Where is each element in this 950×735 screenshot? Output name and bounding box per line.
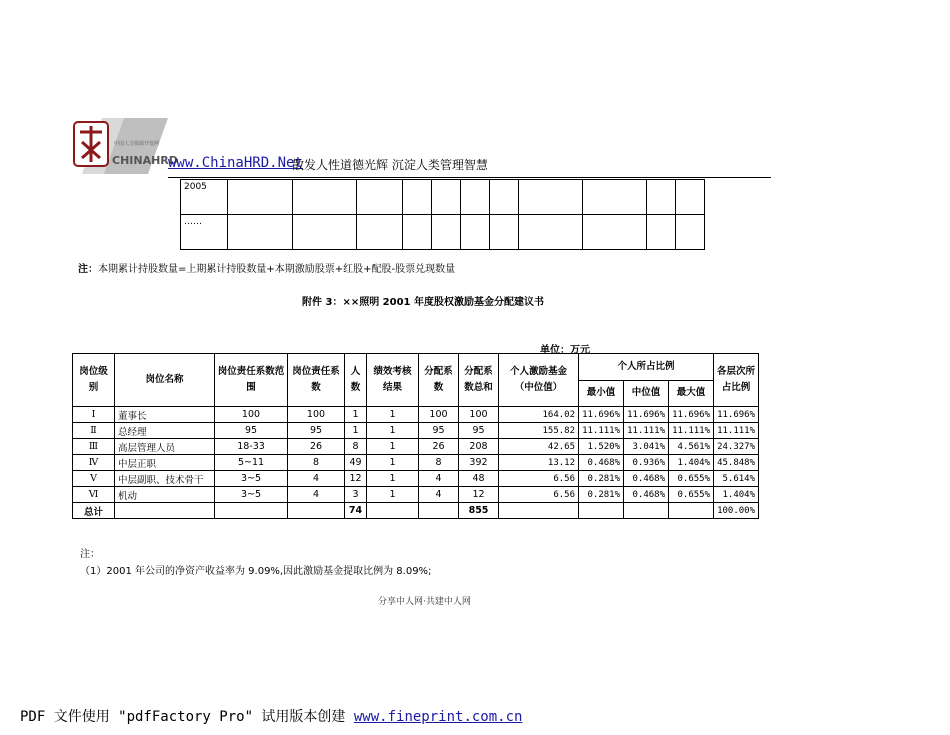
- note-text: 本期累计持股数量=上期累计持股数量+本期激励股票+红股+配股-股票兑现数量: [98, 264, 456, 275]
- cell-perf: 1: [367, 423, 419, 439]
- cell-fund: 6.56: [499, 471, 579, 487]
- cell-mid: 0.468%: [624, 471, 669, 487]
- table-row: [73, 439, 759, 455]
- header-min: 最小值: [579, 380, 624, 407]
- header-dist-total: 分配系数总和: [459, 354, 499, 407]
- cell-coef: 26: [288, 439, 345, 455]
- cell-dist-total: 48: [459, 471, 499, 487]
- cell-coef: 95: [288, 423, 345, 439]
- cell-mid: 11.696%: [624, 407, 669, 423]
- total-dist-total: 855: [459, 503, 499, 519]
- cell-dist-total: 12: [459, 487, 499, 503]
- cell-people: 12: [345, 471, 367, 487]
- cell-name: 高层管理人员: [115, 439, 215, 455]
- header-coef-range: 岗位责任系数范围: [215, 354, 288, 407]
- cell-level: Ⅱ: [73, 423, 115, 439]
- unit-label: 单位：万元: [540, 345, 590, 356]
- cell-perf: 1: [367, 439, 419, 455]
- cell-min: 1.520%: [579, 439, 624, 455]
- cell-dist-total: 100: [459, 407, 499, 423]
- header-divider: [168, 177, 771, 178]
- cell-mid: 3.041%: [624, 439, 669, 455]
- table-row: [73, 471, 759, 487]
- cell-people: 3: [345, 487, 367, 503]
- cell-level: Ⅳ: [73, 455, 115, 471]
- table-row: [73, 407, 759, 423]
- cell-coef-range: 18-33: [215, 439, 288, 455]
- fineprint-link[interactable]: www.fineprint.com.cn: [353, 709, 523, 725]
- total-people: 74: [345, 503, 367, 519]
- cell-people: 49: [345, 455, 367, 471]
- cell-people: 8: [345, 439, 367, 455]
- cell-min: 11.696%: [579, 407, 624, 423]
- cell-mid: 0.936%: [624, 455, 669, 471]
- note-label: 注：: [78, 264, 98, 275]
- table-row: [73, 455, 759, 471]
- cell-ratio: 24.327%: [714, 439, 759, 455]
- cell-max: 0.655%: [669, 487, 714, 503]
- cell-name: 中层副职、技术骨干: [115, 471, 215, 487]
- cell-people: 1: [345, 423, 367, 439]
- cell-coef: 4: [288, 487, 345, 503]
- table-row: [73, 487, 759, 503]
- cell-dist-coef: 8: [419, 455, 459, 471]
- cell-ratio: 11.696%: [714, 407, 759, 423]
- cell-dist-total: 392: [459, 455, 499, 471]
- cell-name: 董事长: [115, 407, 215, 423]
- table-header-row: [73, 354, 759, 381]
- cell-level: Ⅲ: [73, 439, 115, 455]
- logo-text: CHINAHRD: [112, 154, 178, 167]
- header-dist-coef: 分配系数: [419, 354, 459, 407]
- total-ratio: 100.00%: [714, 503, 759, 519]
- cell-ratio: 5.614%: [714, 471, 759, 487]
- cell-min: 0.281%: [579, 487, 624, 503]
- header-coef: 岗位责任系数: [288, 354, 345, 407]
- cell-fund: 155.82: [499, 423, 579, 439]
- cell-coef-range: 95: [215, 423, 288, 439]
- notes-label: 注：: [80, 549, 100, 560]
- header-layer-ratio: 各层次所占比例: [714, 354, 759, 407]
- cell-name: 机动: [115, 487, 215, 503]
- page-footer-text: 分享中人网·共建中人网: [378, 597, 471, 607]
- cell-max: 11.696%: [669, 407, 714, 423]
- total-label: 总计: [73, 503, 115, 519]
- cell-coef-range: 5~11: [215, 455, 288, 471]
- cell-coef: 4: [288, 471, 345, 487]
- pdf-footer-text: PDF 文件使用 "pdfFactory Pro" 试用版本创建: [20, 709, 346, 725]
- table-total-row: [73, 503, 759, 519]
- header-share-group: 个人所占比例: [579, 354, 714, 381]
- table-row: [73, 423, 759, 439]
- cell-perf: 1: [367, 487, 419, 503]
- cell-max: 1.404%: [669, 455, 714, 471]
- cell-min: 0.281%: [579, 471, 624, 487]
- pdf-footer: [20, 706, 522, 726]
- cell-perf: 1: [367, 471, 419, 487]
- cell-level: Ⅴ: [73, 471, 115, 487]
- table-row: [181, 215, 705, 250]
- cell-ratio: 11.111%: [714, 423, 759, 439]
- logo-subtext: 中国人力资源开发网: [114, 141, 160, 147]
- header-fund: 个人激励基金（中位值）: [499, 354, 579, 407]
- holding-note: [78, 260, 455, 275]
- incentive-fund-table: [72, 353, 759, 519]
- cell-dist-coef: 26: [419, 439, 459, 455]
- cell-fund: 42.65: [499, 439, 579, 455]
- cell-people: 1: [345, 407, 367, 423]
- header-people: 人数: [345, 354, 367, 407]
- cell-coef-range: 3~5: [215, 487, 288, 503]
- cell-level: Ⅰ: [73, 407, 115, 423]
- site-slogan: 散发人性道德光辉 沉淀人类管理智慧: [292, 158, 488, 172]
- cell-mid: 11.111%: [624, 423, 669, 439]
- notes-item-1: （1）2001 年公司的净资产收益率为 9.09%,因此激励基金提取比例为 8.09%;: [80, 566, 432, 577]
- chinahrd-logo: [72, 118, 178, 174]
- cell-name: 中层正职: [115, 455, 215, 471]
- table-cell: ……: [181, 215, 228, 250]
- header-level: 岗位级别: [73, 354, 115, 407]
- cell-max: 0.655%: [669, 471, 714, 487]
- cell-name: 总经理: [115, 423, 215, 439]
- cell-fund: 13.12: [499, 455, 579, 471]
- attachment-title: 附件 3：××照明 2001 年度股权激励基金分配建议书: [302, 297, 544, 308]
- cell-mid: 0.468%: [624, 487, 669, 503]
- cell-dist-coef: 100: [419, 407, 459, 423]
- cell-dist-total: 95: [459, 423, 499, 439]
- header-mid: 中位值: [624, 380, 669, 407]
- site-url-link[interactable]: www.ChinaHRD.Net: [168, 155, 303, 171]
- cell-coef: 8: [288, 455, 345, 471]
- cell-dist-coef: 4: [419, 487, 459, 503]
- cell-dist-coef: 95: [419, 423, 459, 439]
- cell-ratio: 45.848%: [714, 455, 759, 471]
- cell-fund: 6.56: [499, 487, 579, 503]
- header-max: 最大值: [669, 380, 714, 407]
- cell-min: 11.111%: [579, 423, 624, 439]
- header-name: 岗位名称: [115, 354, 215, 407]
- cell-coef: 100: [288, 407, 345, 423]
- cell-ratio: 1.404%: [714, 487, 759, 503]
- holding-table-fragment: [180, 179, 705, 250]
- cell-max: 4.561%: [669, 439, 714, 455]
- cell-coef-range: 3~5: [215, 471, 288, 487]
- cell-fund: 164.02: [499, 407, 579, 423]
- table-row: [181, 180, 705, 215]
- cell-level: Ⅵ: [73, 487, 115, 503]
- table-cell: 2005: [181, 180, 228, 215]
- cell-max: 11.111%: [669, 423, 714, 439]
- cell-perf: 1: [367, 407, 419, 423]
- cell-coef-range: 100: [215, 407, 288, 423]
- cell-perf: 1: [367, 455, 419, 471]
- cell-min: 0.468%: [579, 455, 624, 471]
- cell-dist-total: 208: [459, 439, 499, 455]
- cell-dist-coef: 4: [419, 471, 459, 487]
- header-perf: 绩效考核结果: [367, 354, 419, 407]
